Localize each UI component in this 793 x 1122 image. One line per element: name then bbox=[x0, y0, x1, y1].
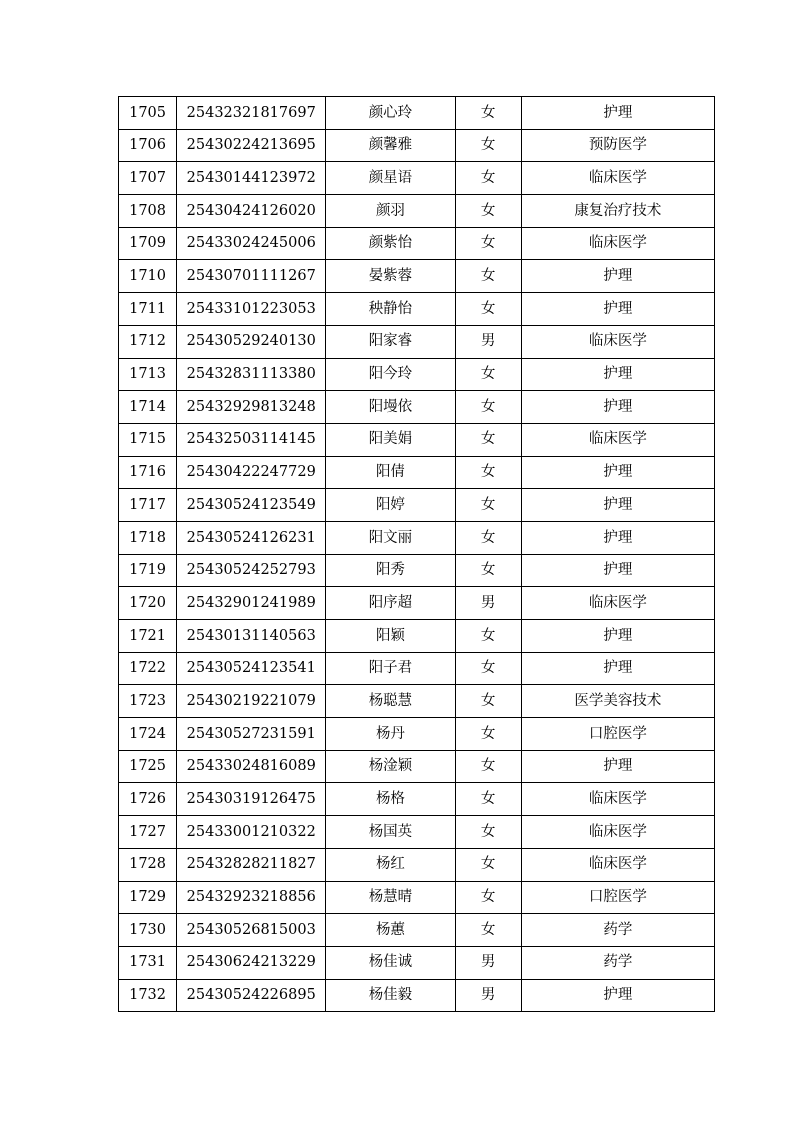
student-name-cell: 杨红 bbox=[326, 848, 455, 881]
student-roster-table bbox=[118, 96, 715, 1012]
table-row bbox=[119, 816, 715, 849]
gender-cell: 女 bbox=[455, 816, 521, 849]
major-cell: 护理 bbox=[521, 489, 714, 522]
table-row bbox=[119, 456, 715, 489]
student-name-cell: 阳秀 bbox=[326, 554, 455, 587]
student-name-cell: 阳美娟 bbox=[326, 423, 455, 456]
major-cell: 护理 bbox=[521, 652, 714, 685]
table-row bbox=[119, 979, 715, 1012]
row-number-cell: 1714 bbox=[119, 391, 177, 424]
student-name-cell: 杨格 bbox=[326, 783, 455, 816]
student-name-cell: 杨国英 bbox=[326, 816, 455, 849]
major-cell: 护理 bbox=[521, 554, 714, 587]
gender-cell: 女 bbox=[455, 554, 521, 587]
candidate-id-cell: 25430524123549 bbox=[177, 489, 326, 522]
gender-cell: 女 bbox=[455, 521, 521, 554]
table-row bbox=[119, 358, 715, 391]
row-number-cell: 1706 bbox=[119, 129, 177, 162]
row-number-cell: 1721 bbox=[119, 620, 177, 653]
gender-cell: 女 bbox=[455, 685, 521, 718]
row-number-cell: 1709 bbox=[119, 227, 177, 260]
student-name-cell: 阳文丽 bbox=[326, 521, 455, 554]
student-name-cell: 杨聪慧 bbox=[326, 685, 455, 718]
row-number-cell: 1712 bbox=[119, 325, 177, 358]
table-row bbox=[119, 881, 715, 914]
gender-cell: 女 bbox=[455, 718, 521, 751]
row-number-cell: 1732 bbox=[119, 979, 177, 1012]
table-row bbox=[119, 423, 715, 456]
student-name-cell: 杨丹 bbox=[326, 718, 455, 751]
candidate-id-cell: 25430527231591 bbox=[177, 718, 326, 751]
table-row bbox=[119, 293, 715, 326]
candidate-id-cell: 25430524226895 bbox=[177, 979, 326, 1012]
candidate-id-cell: 25430219221079 bbox=[177, 685, 326, 718]
major-cell: 护理 bbox=[521, 979, 714, 1012]
row-number-cell: 1725 bbox=[119, 750, 177, 783]
roster-body bbox=[119, 97, 715, 1012]
student-name-cell: 杨佳毅 bbox=[326, 979, 455, 1012]
major-cell: 护理 bbox=[521, 260, 714, 293]
candidate-id-cell: 25430524252793 bbox=[177, 554, 326, 587]
gender-cell: 女 bbox=[455, 489, 521, 522]
student-name-cell: 阳家睿 bbox=[326, 325, 455, 358]
table-row bbox=[119, 750, 715, 783]
candidate-id-cell: 25433024816089 bbox=[177, 750, 326, 783]
student-name-cell: 阳序超 bbox=[326, 587, 455, 620]
student-name-cell: 杨蕙 bbox=[326, 914, 455, 947]
row-number-cell: 1705 bbox=[119, 97, 177, 130]
gender-cell: 男 bbox=[455, 946, 521, 979]
candidate-id-cell: 25430624213229 bbox=[177, 946, 326, 979]
gender-cell: 女 bbox=[455, 750, 521, 783]
candidate-id-cell: 25432923218856 bbox=[177, 881, 326, 914]
student-name-cell: 颜紫怡 bbox=[326, 227, 455, 260]
student-name-cell: 颜馨雅 bbox=[326, 129, 455, 162]
major-cell: 护理 bbox=[521, 293, 714, 326]
major-cell: 预防医学 bbox=[521, 129, 714, 162]
table-row bbox=[119, 946, 715, 979]
major-cell: 口腔医学 bbox=[521, 718, 714, 751]
student-name-cell: 阳婷 bbox=[326, 489, 455, 522]
gender-cell: 女 bbox=[455, 914, 521, 947]
table-row bbox=[119, 489, 715, 522]
major-cell: 药学 bbox=[521, 946, 714, 979]
gender-cell: 女 bbox=[455, 129, 521, 162]
row-number-cell: 1720 bbox=[119, 587, 177, 620]
table-row bbox=[119, 620, 715, 653]
major-cell: 临床医学 bbox=[521, 848, 714, 881]
row-number-cell: 1715 bbox=[119, 423, 177, 456]
student-name-cell: 颜心玲 bbox=[326, 97, 455, 130]
candidate-id-cell: 25432321817697 bbox=[177, 97, 326, 130]
gender-cell: 女 bbox=[455, 456, 521, 489]
candidate-id-cell: 25432828211827 bbox=[177, 848, 326, 881]
major-cell: 临床医学 bbox=[521, 783, 714, 816]
table-row bbox=[119, 848, 715, 881]
candidate-id-cell: 25430701111267 bbox=[177, 260, 326, 293]
row-number-cell: 1724 bbox=[119, 718, 177, 751]
major-cell: 护理 bbox=[521, 456, 714, 489]
student-name-cell: 晏紫蓉 bbox=[326, 260, 455, 293]
candidate-id-cell: 25433024245006 bbox=[177, 227, 326, 260]
gender-cell: 女 bbox=[455, 195, 521, 228]
candidate-id-cell: 25432503114145 bbox=[177, 423, 326, 456]
row-number-cell: 1716 bbox=[119, 456, 177, 489]
gender-cell: 女 bbox=[455, 260, 521, 293]
row-number-cell: 1729 bbox=[119, 881, 177, 914]
major-cell: 口腔医学 bbox=[521, 881, 714, 914]
gender-cell: 女 bbox=[455, 423, 521, 456]
table-row bbox=[119, 129, 715, 162]
major-cell: 护理 bbox=[521, 521, 714, 554]
major-cell: 医学美容技术 bbox=[521, 685, 714, 718]
table-row bbox=[119, 718, 715, 751]
candidate-id-cell: 25430144123972 bbox=[177, 162, 326, 195]
student-name-cell: 阳子君 bbox=[326, 652, 455, 685]
gender-cell: 男 bbox=[455, 587, 521, 620]
student-name-cell: 秧静怡 bbox=[326, 293, 455, 326]
gender-cell: 男 bbox=[455, 979, 521, 1012]
gender-cell: 女 bbox=[455, 848, 521, 881]
row-number-cell: 1719 bbox=[119, 554, 177, 587]
major-cell: 护理 bbox=[521, 620, 714, 653]
row-number-cell: 1731 bbox=[119, 946, 177, 979]
candidate-id-cell: 25430424126020 bbox=[177, 195, 326, 228]
gender-cell: 女 bbox=[455, 391, 521, 424]
row-number-cell: 1717 bbox=[119, 489, 177, 522]
major-cell: 临床医学 bbox=[521, 587, 714, 620]
row-number-cell: 1726 bbox=[119, 783, 177, 816]
table-row bbox=[119, 162, 715, 195]
table-row bbox=[119, 325, 715, 358]
candidate-id-cell: 25430526815003 bbox=[177, 914, 326, 947]
table-row bbox=[119, 587, 715, 620]
table-row bbox=[119, 195, 715, 228]
row-number-cell: 1711 bbox=[119, 293, 177, 326]
major-cell: 护理 bbox=[521, 391, 714, 424]
major-cell: 护理 bbox=[521, 750, 714, 783]
student-name-cell: 阳倩 bbox=[326, 456, 455, 489]
gender-cell: 女 bbox=[455, 881, 521, 914]
candidate-id-cell: 25432831113380 bbox=[177, 358, 326, 391]
major-cell: 护理 bbox=[521, 358, 714, 391]
student-name-cell: 阳颖 bbox=[326, 620, 455, 653]
student-name-cell: 阳今玲 bbox=[326, 358, 455, 391]
student-name-cell: 杨慧晴 bbox=[326, 881, 455, 914]
row-number-cell: 1710 bbox=[119, 260, 177, 293]
gender-cell: 女 bbox=[455, 162, 521, 195]
row-number-cell: 1723 bbox=[119, 685, 177, 718]
row-number-cell: 1728 bbox=[119, 848, 177, 881]
candidate-id-cell: 25430529240130 bbox=[177, 325, 326, 358]
gender-cell: 女 bbox=[455, 652, 521, 685]
table-row bbox=[119, 521, 715, 554]
gender-cell: 女 bbox=[455, 783, 521, 816]
candidate-id-cell: 25430524123541 bbox=[177, 652, 326, 685]
candidate-id-cell: 25430224213695 bbox=[177, 129, 326, 162]
candidate-id-cell: 25430524126231 bbox=[177, 521, 326, 554]
gender-cell: 女 bbox=[455, 227, 521, 260]
table-row bbox=[119, 783, 715, 816]
table-row bbox=[119, 260, 715, 293]
major-cell: 临床医学 bbox=[521, 162, 714, 195]
major-cell: 临床医学 bbox=[521, 816, 714, 849]
student-name-cell: 杨淦颖 bbox=[326, 750, 455, 783]
gender-cell: 女 bbox=[455, 620, 521, 653]
row-number-cell: 1707 bbox=[119, 162, 177, 195]
row-number-cell: 1713 bbox=[119, 358, 177, 391]
student-name-cell: 杨佳诚 bbox=[326, 946, 455, 979]
student-name-cell: 阳墁依 bbox=[326, 391, 455, 424]
candidate-id-cell: 25433101223053 bbox=[177, 293, 326, 326]
table-row bbox=[119, 914, 715, 947]
table-row bbox=[119, 685, 715, 718]
row-number-cell: 1730 bbox=[119, 914, 177, 947]
major-cell: 临床医学 bbox=[521, 325, 714, 358]
student-name-cell: 颜星语 bbox=[326, 162, 455, 195]
candidate-id-cell: 25430131140563 bbox=[177, 620, 326, 653]
candidate-id-cell: 25433001210322 bbox=[177, 816, 326, 849]
student-name-cell: 颜羽 bbox=[326, 195, 455, 228]
gender-cell: 女 bbox=[455, 358, 521, 391]
candidate-id-cell: 25432901241989 bbox=[177, 587, 326, 620]
gender-cell: 男 bbox=[455, 325, 521, 358]
major-cell: 临床医学 bbox=[521, 423, 714, 456]
table-row bbox=[119, 97, 715, 130]
candidate-id-cell: 25430422247729 bbox=[177, 456, 326, 489]
major-cell: 药学 bbox=[521, 914, 714, 947]
candidate-id-cell: 25432929813248 bbox=[177, 391, 326, 424]
row-number-cell: 1708 bbox=[119, 195, 177, 228]
table-row bbox=[119, 391, 715, 424]
gender-cell: 女 bbox=[455, 97, 521, 130]
candidate-id-cell: 25430319126475 bbox=[177, 783, 326, 816]
major-cell: 护理 bbox=[521, 97, 714, 130]
gender-cell: 女 bbox=[455, 293, 521, 326]
table-row bbox=[119, 227, 715, 260]
major-cell: 康复治疗技术 bbox=[521, 195, 714, 228]
major-cell: 临床医学 bbox=[521, 227, 714, 260]
row-number-cell: 1718 bbox=[119, 521, 177, 554]
row-number-cell: 1727 bbox=[119, 816, 177, 849]
row-number-cell: 1722 bbox=[119, 652, 177, 685]
table-row bbox=[119, 652, 715, 685]
table-row bbox=[119, 554, 715, 587]
